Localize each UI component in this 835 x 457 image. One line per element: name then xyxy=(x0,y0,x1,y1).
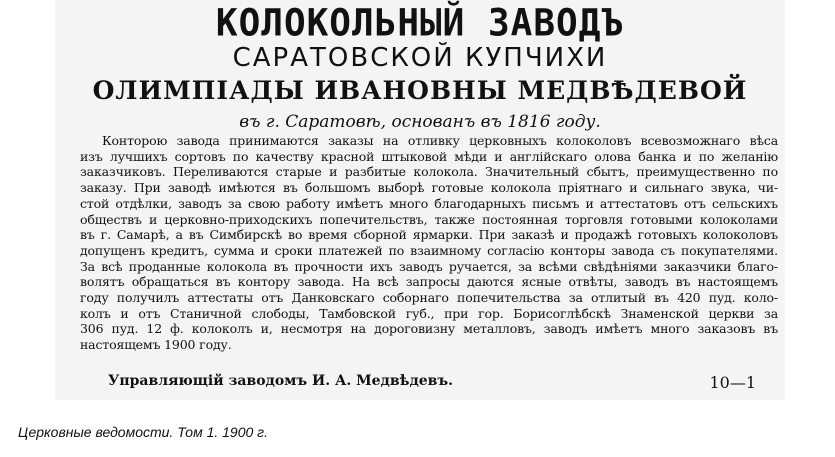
body-line: За всѣ проданные колокола въ прочности ихъ заводъ ручается, за всѣми свѣдѣніями заказчики благо- xyxy=(80,258,778,274)
signature: Управляющій заводомъ И. А. Медвѣдевъ. xyxy=(108,373,454,389)
body-line: колъ и отъ Станичной слободы, Тамбовской губ., при гор. Борисоглѣбскѣ Знаменской церкви за xyxy=(80,305,778,321)
body-line: Конторою завода принимаются заказы на отливку церковныхъ колоколовъ всевозможнаго вѣса xyxy=(102,133,778,148)
advertisement-body xyxy=(80,133,778,353)
body-line: году получилъ аттестаты отъ Данковскаго соборнаго попечительства за отлитый въ 420 пуд. коло- xyxy=(80,290,778,306)
ad-number: 10—1 xyxy=(709,373,756,392)
body-line: волятъ обращаться въ контору завода. На всѣ запросы даются ясные отвѣты, заводъ въ настоящемъ xyxy=(80,274,778,290)
signature-line xyxy=(108,373,784,392)
body-line: обществъ и церковно-приходскихъ попечительствъ, также постоянная торговля готовыми колоколами xyxy=(80,211,778,227)
location-line: въ г. Саратовѣ, основанъ въ 1816 году. xyxy=(239,112,601,132)
source-caption: Церковные ведомости. Том 1. 1900 г. xyxy=(18,424,268,440)
body-line: стой отдѣлки, заводъ за свою работу имѣетъ много благодарныхъ письмъ и аттестатовъ отъ сельскихъ xyxy=(80,195,778,211)
body-line: заказу. При заводѣ имѣются въ большомъ выборѣ готовые колокола пріятнаго и сильнаго звука, чи- xyxy=(80,180,778,196)
factory-title: КОЛОКОЛЬНЫЙ ЗАВОДЪ xyxy=(215,1,625,45)
owner-name: ОЛИМПІАДЫ ИВАНОВНЫ МЕДВѢДЕВОЙ xyxy=(92,76,748,105)
body-line: въ г. Самарѣ, а въ Симбирскѣ во время сборной ярмарки. При заказѣ и продажѣ готовыхъ колоколовъ xyxy=(80,227,778,243)
body-line: изъ лучшихъ сортовъ по качеству красной штыковой мѣди и англійскаго олова банка и по желанію xyxy=(80,148,778,164)
body-line: заказчиковъ. Переливаются старые и разбитые колокола. Значительный сбытъ, преимущественно по xyxy=(80,164,778,180)
body-line: 306 пуд. 12 ф. колоколъ и, несмотря на дороговизну металловъ, заводъ имѣетъ много заказовъ въ xyxy=(80,321,778,337)
merchant-subtitle: САРАТОВСКОЙ КУПЧИХИ xyxy=(232,43,608,73)
body-line: настоящемъ 1900 году. xyxy=(80,337,232,353)
body-line: допущенъ кредитъ, сумма и сроки платежей по взаимному согласію конторы завода съ покупателями. xyxy=(80,242,778,258)
